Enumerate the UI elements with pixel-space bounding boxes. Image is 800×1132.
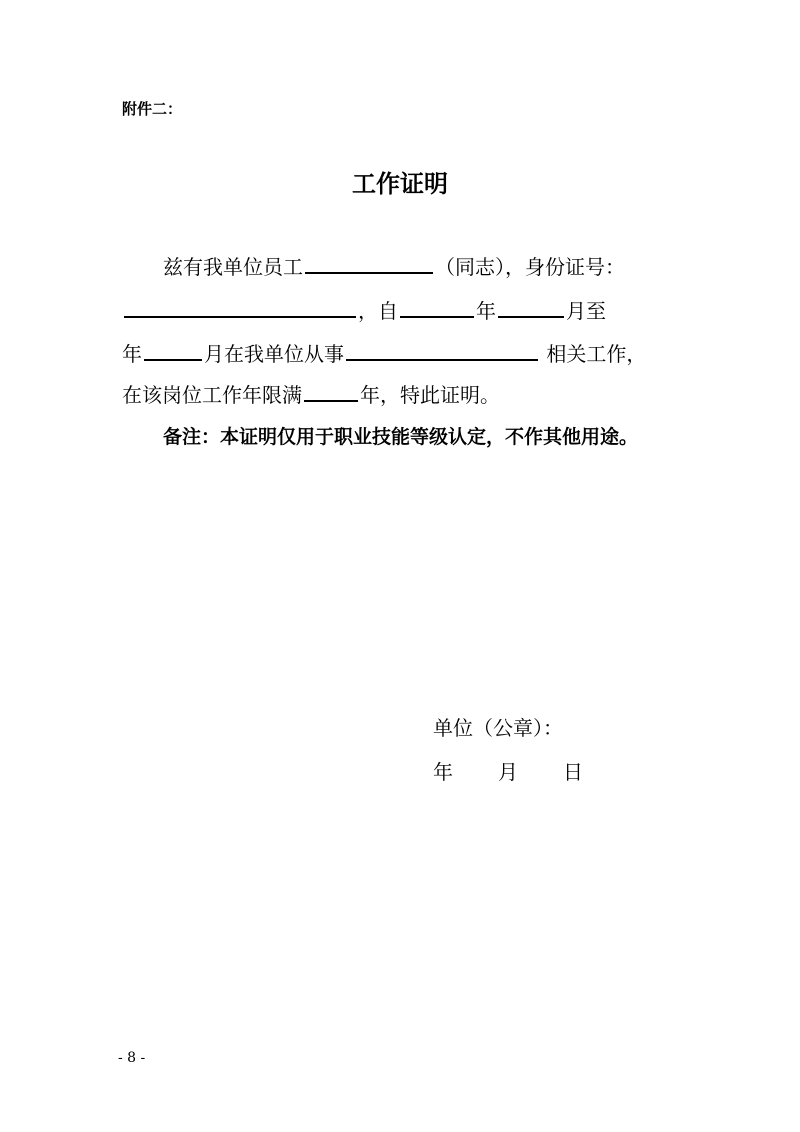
work-at-label: 月在我单位从事	[204, 342, 344, 366]
page-number: - 8 -	[118, 1050, 146, 1066]
related-work-label: 相关工作，	[546, 342, 647, 366]
unit-seal-label: 单位（公章）：	[433, 716, 563, 740]
end-month-field[interactable]	[144, 337, 202, 361]
signature-day: 日	[563, 760, 583, 784]
signature-month: 月	[498, 760, 518, 784]
start-year-field[interactable]	[400, 294, 474, 318]
id-number-field[interactable]	[124, 294, 356, 318]
start-month-field[interactable]	[498, 294, 564, 318]
signature-year: 年	[433, 760, 453, 784]
id-number-label: （同志），身份证号：	[435, 255, 625, 279]
employee-name-field[interactable]	[305, 250, 433, 274]
from-label: ，自	[358, 299, 398, 323]
body-line-4	[122, 378, 500, 408]
body-line-3	[122, 337, 646, 367]
month-to-label: 月至	[566, 299, 606, 323]
attachment-label: 附件二：	[122, 100, 183, 118]
certify-text: 年，特此证明。	[360, 383, 500, 407]
tenure-years-field[interactable]	[304, 378, 358, 402]
year-label: 年	[476, 299, 496, 323]
document-title: 工作证明	[352, 170, 448, 198]
intro-text: 兹有我单位员工	[163, 255, 303, 279]
end-year-label: 年	[122, 342, 142, 366]
tenure-label: 在该岗位工作年限满	[122, 383, 302, 407]
body-line-2	[122, 294, 606, 324]
job-field[interactable]	[346, 337, 538, 361]
body-line-1	[163, 250, 625, 280]
remark-note: 备注：本证明仅用于职业技能等级认定，不作其他用途。	[163, 426, 639, 448]
